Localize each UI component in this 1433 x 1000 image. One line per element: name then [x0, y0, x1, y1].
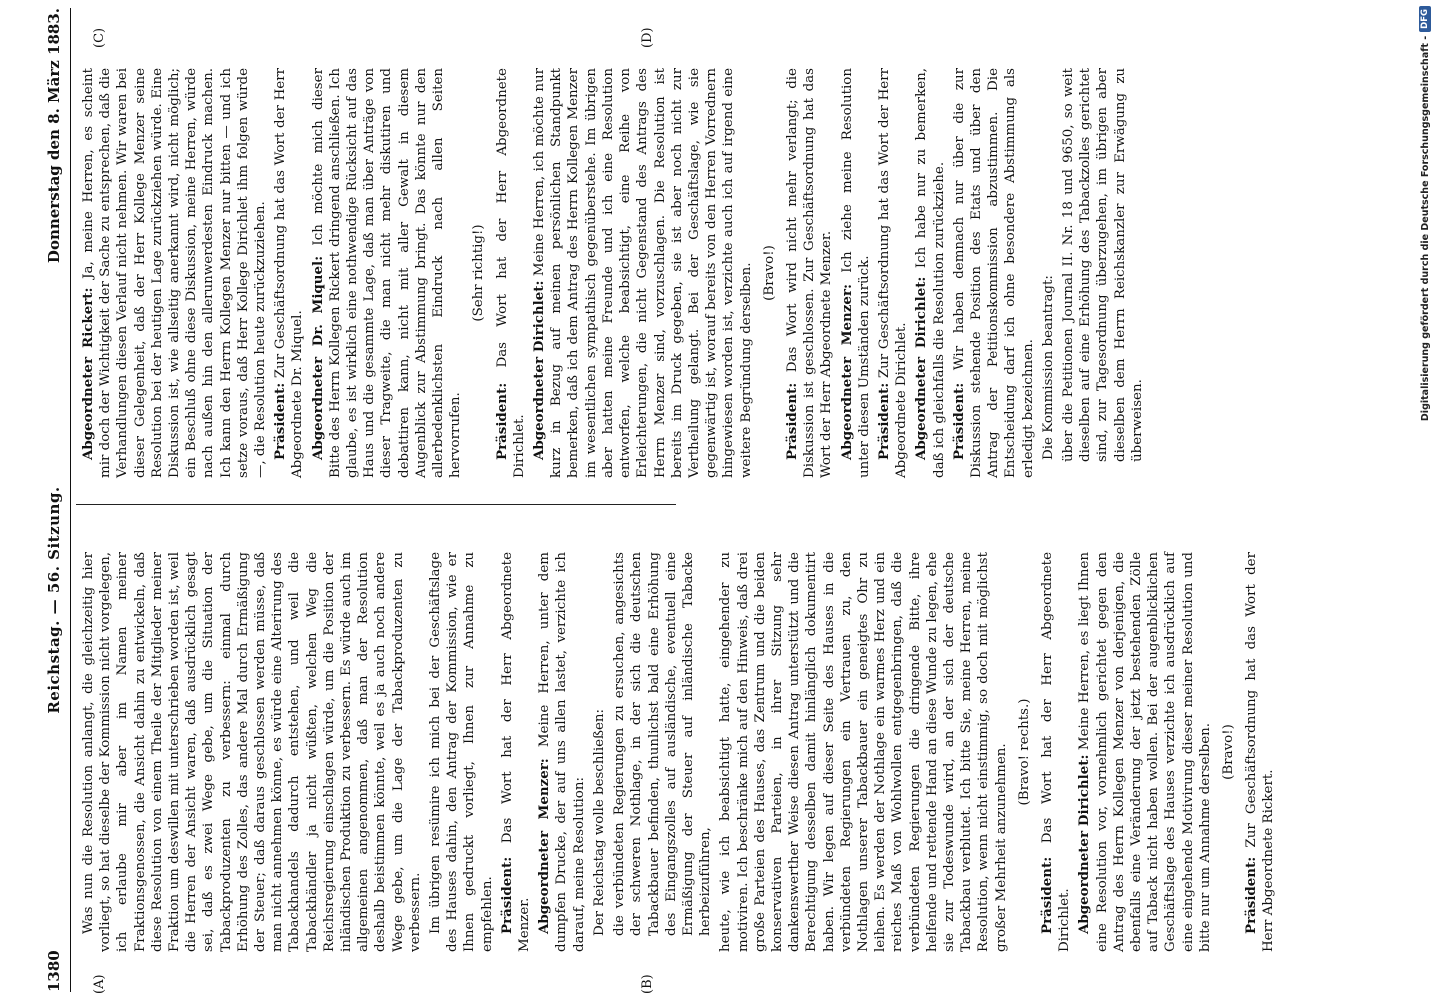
paragraph-text: Wir haben demnach nur über die zur Diskussion stehende Position des Etats und über den Antrag der Petitionskommission abzustimmen. Die Entscheidung darf ich ohne besondere Abstimmung als erledigt bezeichnen.	[951, 68, 1036, 478]
paragraph-text: Meine Herren, unter dem dumpfen Drucke, der auf uns allen lastet, verzichte ich darauf, meine Resolution:	[537, 552, 587, 952]
column-divider	[76, 504, 676, 505]
paragraph-text: Ich ziehe meine Resolution unter diesen Umständen zurück.	[839, 68, 872, 478]
speaker-label: Abgeordneter Dr. Miquel:	[309, 255, 326, 460]
paragraph-text: Ja, meine Herren, es scheint mir doch der Wichtigkeit der Sache zu entsprechen, daß die Verhandlungen diesen Verlauf nicht nehmen. Wir waren bei dieser Gelegenheit, daß der Herr Kollege Menzer seine Resolution bei der heutigen Lage zurückziehen würde. Eine Diskussion ist, wie allseitig anerkannt wird, nicht möglich; ein Beschluß ohne diese Diskussion, meine Herren, würde nach außen hin den allerunwerdesten Eindruck machen. Ich kann den Herrn Kollegen Menzer nur bitten — und ich setze voraus, daß Herr Kollege Dirichlet ihm folgen würde —, die Resolution heute zurückzuziehen.	[81, 68, 269, 478]
resolution-intro: Der Reichstag wolle beschließen:	[591, 708, 607, 936]
paragraph-text: Meine Herren, es liegt Ihnen eine Resolution vor, vornehmlich gerichtet gegen den Antrag des Herrn Kollegen Menzer von derjenigen, die ebenfalls eine Veränderung der jetzt bestehenden Zölle auf Taback nicht haben wollen. Bei der augenblicklichen Geschäftslage des Hauses verzichte ich ausdrücklich auf eine eingehende Motivirung dieser meiner Resolution und bitte nur um Annahme derselben.	[1077, 552, 1213, 952]
paragraph: Die Kommission beantragt:	[1040, 275, 1056, 460]
paragraph-text: Das Wort wird nicht mehr verlangt; die Diskussion ist geschlossen. Zur Geschäftsordnung hat das Wort der Herr Abgeordnete Menzer.	[784, 68, 835, 478]
header-rule	[70, 8, 71, 992]
paragraph-text: Das Wort hat der Herr Abgeordnete Dirichlet.	[1039, 552, 1073, 952]
credit-text: Digitalisierung gefördert durch die Deutsche Forschungsgemeinschaft -	[1419, 35, 1431, 422]
interjection: (Sehr richtig!)	[471, 224, 487, 322]
speaker-label: Präsident:	[875, 382, 892, 460]
digitization-credit	[1417, 0, 1433, 1000]
speaker-label: Präsident:	[1038, 856, 1055, 934]
paragraph-text: Zur Geschäftsordnung hat das Wort der Herr Abgeordnete Dirichlet.	[876, 68, 910, 478]
digitization-credit-strip	[1416, 0, 1432, 1000]
paragraph-text: Meine Herren, ich möchte nur kurz in Bezug auf meinen persönlichen Standpunkt bemerken, daß ich dem Antrag des Herrn Kollegen Menzer im wesentlichen sympathisch gegenüberstehe. Im übrigen aber hatten meine Freunde und ich eine Resolution entworfen, welche beabsichtigt, eine Reihe von Erleichterungen, die nicht Gegenstand des Antrags des Herrn Menzer sind, vorzuschlagen. Die Resolution ist bereits im Druck gegeben, sie ist aber noch nicht zur Vertheilung gelangt. Bei der Geschäftslage, wie sie gegenwärtig ist, worauf bereits von den Herren Vorrednern hingewiesen worden ist, verzichte auch ich auf irgend eine weitere Begründung derselben.	[532, 68, 754, 478]
margin-marker-a: (A)	[92, 974, 107, 994]
running-header	[40, 8, 68, 992]
paragraph-text: Ich möchte mich dieser Bitte des Herrn Kollegen Rickert dringend anschließen. Ich glaube, es ist wirklich eine nothwendige Rücksicht auf das Haus und die gesammte Lage, daß man über Anträge von dieser Tragweite, die man nicht mehr diskutiren und debattiren kann, nicht mit aller Gewalt in diesem Augenblick zur Abstimmung bringt. Das könnte nur den allerbedenklichsten Eindruck nach allen Seiten hervorrufen.	[310, 67, 464, 478]
dfg-logo: DFG	[1419, 6, 1431, 32]
paragraph-text: Das Wort hat der Herr Abgeordnete Dirichlet.	[494, 68, 527, 478]
paragraph-text: Zur Geschäftsordnung hat das Wort der Herr Abgeordnete Dr. Miquel.	[273, 68, 306, 478]
margin-marker-d: (D)	[640, 27, 655, 48]
paragraph-text: Das Wort hat der Herr Abgeordnete Menzer.	[499, 552, 533, 952]
interjection: (Bravo! rechts.)	[1016, 698, 1032, 806]
resolution-text: über die Petitionen Journal II. Nr. 18 und 9650, so weit dieselben auf eine Erhöhung des Tabackzolles gerichtet sind, zur Tagesordnung überzugehen, im übrigen aber dieselben dem Herrn Reichskanzler zur Erwägung zu überweisen.	[1060, 68, 1145, 462]
interjection: (Bravo!)	[761, 245, 777, 301]
margin-marker-b: (B)	[640, 974, 655, 994]
speaker-label: Abgeordneter Rickert:	[80, 287, 96, 460]
speaker-label: Präsident:	[493, 382, 510, 460]
speaker-label: Präsident:	[498, 856, 515, 934]
margin-marker-c: (C)	[92, 27, 107, 48]
speaker-label: Präsident:	[272, 382, 289, 460]
paragraph-text: Ich habe nur zu bemerken, daß ich gleichfalls die Resolution zurückziehe.	[914, 68, 947, 478]
resolution-text: die verbündeten Regierungen zu ersuchen, angesichts der schweren Nothlage, in der sich die deutschen Tabackbauer befinden, thunlichst bald eine Erhöhung des Eingangszolles auf ausländische, eventuell eine Ermäßigung der Steuer auf inländische Tabacke herbeizuführen,	[612, 552, 714, 936]
speaker-label: Präsident:	[783, 382, 800, 460]
speaker-label: Abgeordneter Dirichlet:	[913, 276, 930, 460]
interjection: (Bravo!)	[1221, 724, 1236, 780]
header-date: Donnerstag den 8. März 1883.	[45, 8, 63, 264]
page-number: 1380	[45, 950, 63, 992]
speaker-label: Präsident:	[1243, 856, 1260, 934]
speaker-label: Abgeordneter Menzer:	[536, 758, 553, 934]
paragraph-text: Zur Geschäftsordnung hat das Wort der Herr Abgeordnete Rickert.	[1244, 552, 1277, 952]
speaker-label: Präsident:	[950, 382, 967, 460]
paragraph: Was nun die Resolution anlangt, die gleichzeitig hier vorliegt, so hat dieselbe der Kommission nicht vorgelegen, ich erlaube mir aber im Namen meiner Fraktionsgenossen, die Ansicht dahin zu entwickeln, daß diese Resolution von einem Theile der Mitglieder meiner Fraktion um deswillen mit unterschrieben worden ist, weil die Herren der Ansicht waren, daß ausdrücklich gesagt sei, daß es zwei Wege gebe, um die Situation der Tabackproduzenten zu verbessern: einmal durch Erhöhung des Zolles, das andere Mal durch Ermäßigung der Steuer; daß daraus geschlossen werden müsse, daß man nicht annehmen könne, es würde eine Alterirung des Tabackhandels dadurch entstehen, und weil die Tabackhändler ja nicht wüßten, welchen Weg die Reichsregierung einschlagen würde, um die Position der inländischen Produktion zu verbessern. Es würde auch im allgemeinen angenommen, daß man der Resolution deshalb beistimmen könnte, weil es ja auch noch andere Wege gebe, um die Lage der Tabackproduzenten zu verbessern.	[81, 552, 423, 952]
paragraph: Im übrigen resümire ich mich bei der Geschäftslage des Hauses dahin, den Antrag der Kommission, wie er Ihnen gedruckt vorliegt, Ihnen zur Annahme zu empfehlen.	[428, 552, 495, 952]
header-title: Reichstag. — 56. Sitzung.	[45, 486, 63, 714]
speaker-label: Abgeordneter Dirichlet:	[1076, 754, 1093, 934]
right-column	[80, 67, 1145, 478]
left-column	[80, 552, 1277, 952]
speaker-label: Abgeordneter Dirichlet:	[531, 280, 548, 460]
paragraph: heute, wie ich beabsichtigt hatte, eingehender zu motiviren. Ich beschränke mich auf den Hinweis, daß drei große Parteien des Hauses, das Zentrum und die beiden konservativen Parteien, in ihrer Sitzung sehr dankenswerther Weise diesen Antrag unterstützt und die Berechtigung desselben damit hinlänglich dokumentirt haben. Wir legen auf dieser Seite des Hauses in die verbündeten Regierungen ein Vertrauen zu, den Nothlagen unserer Tabackbauer ein geneigtes Ohr zu leihen. Es werden der Nothlage ein warmes Herz und ein reiches Maß von Wohlwollen entgegenbringen, daß die verbündeten Regierungen die dringende Bitte, ihre helfende und rettende Hand an diese Wunde zu legen, ehe sie zur Todeswunde wird, an der sich der deutsche Tabackbau verblutet. Ich bitte Sie, meine Herren, meine Resolution, wenn nicht einstimmig, so doch mit möglichst großer Mehrheit anzunehmen.	[718, 552, 1009, 952]
speaker-label: Abgeordneter Menzer:	[838, 284, 855, 460]
